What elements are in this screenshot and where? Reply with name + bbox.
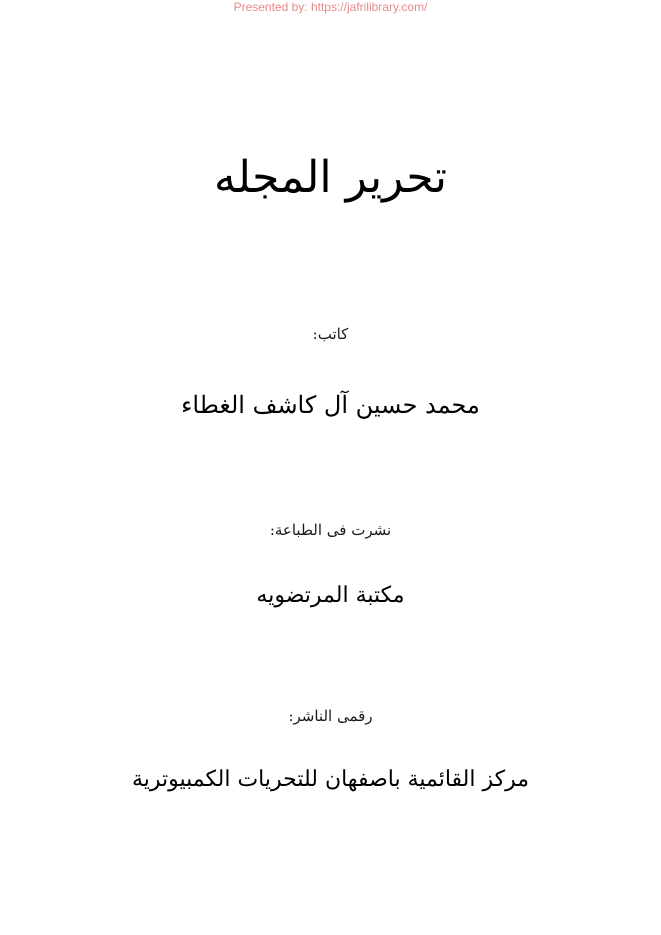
printed-by-label: نشرت فی الطباعة: xyxy=(269,521,392,539)
printed-by-value: مکتبة المرتضویه xyxy=(256,583,405,608)
book-title: تحریر المجله xyxy=(213,152,448,203)
watermark-link[interactable]: Presented by: https://jafrilibrary.com/ xyxy=(233,0,428,14)
digital-publisher-value: مرکز القائمیة باصفهان للتحریات الکمبیوتریة xyxy=(131,767,530,792)
author-label: کاتب: xyxy=(312,325,349,343)
digital-publisher-label: رقمی الناشر: xyxy=(288,707,373,725)
author-name: محمد حسین آل کاشف الغطاء xyxy=(181,391,480,419)
